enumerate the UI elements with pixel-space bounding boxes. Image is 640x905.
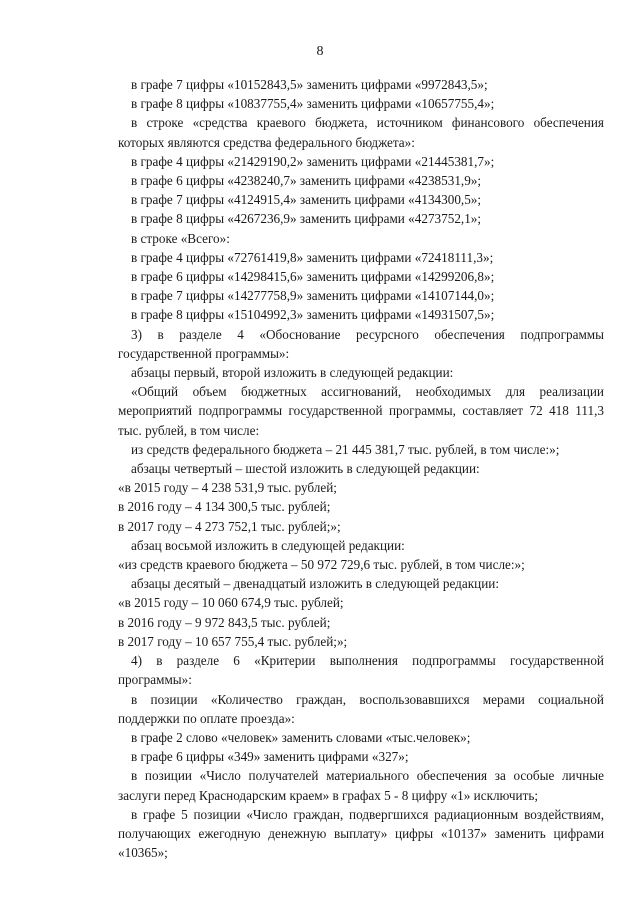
paragraph: в графе 7 цифры «14277758,9» заменить цифрами «14107144,0»;	[131, 288, 495, 304]
paragraph: в графе 7 цифры «10152843,5» заменить цифрами «9972843,5»;	[131, 77, 488, 92]
document-body	[118, 75, 604, 862]
paragraph: абзацы первый, второй изложить в следующей редакции:	[131, 365, 454, 381]
page-number: 8	[316, 44, 324, 59]
paragraph: в строке «средства краевого бюджета, источником финансового обеспечения которых являются средства федерального бюджета»:	[118, 115, 604, 150]
paragraph: «Общий объем бюджетных ассигнований, необходимых для реализации мероприятий подпрограммы государственной программы, составляет 72 418 111,3 тыс. рублей, в том числе:	[118, 384, 604, 438]
paragraph: в графе 6 цифры «14298415,6» заменить цифрами «14299206,8»;	[131, 269, 495, 285]
paragraph: в 2016 году – 4 134 300,5 тыс. рублей;	[118, 499, 331, 515]
paragraph: в 2016 году – 9 972 843,5 тыс. рублей;	[118, 614, 331, 630]
paragraph: в графе 2 слово «человек» заменить словами «тыс.человек»;	[131, 729, 471, 745]
paragraph: абзацы четвертый – шестой изложить в следующей редакции:	[131, 461, 480, 477]
paragraph: в графе 5 позиции «Число граждан, подвергшихся радиационным воздействиям, получающих ежегодную денежную выплату» цифры «10137» заменить цифрами «10365»;	[118, 806, 604, 861]
paragraph: 4) в разделе 6 «Критерии выполнения подпрограммы государственной программы»:	[118, 653, 604, 688]
paragraph: в графе 7 цифры «4124915,4» заменить цифрами «4134300,5»;	[131, 192, 482, 208]
paragraph: абзац восьмой изложить в следующей редакции:	[131, 537, 405, 553]
paragraph: в строке «Всего»:	[131, 230, 230, 246]
paragraph: в позиции «Количество граждан, воспользовавшихся мерами социальной поддержки по оплате проезда»:	[118, 691, 604, 726]
paragraph: в графе 8 цифры «10837755,4» заменить цифрами «10657755,4»;	[131, 96, 495, 112]
paragraph: в графе 4 цифры «21429190,2» заменить цифрами «21445381,7»;	[131, 153, 495, 169]
paragraph: 3) в разделе 4 «Обоснование ресурсного обеспечения подпрограммы государственной программы»:	[118, 326, 604, 361]
paragraph: «в 2015 году – 4 238 531,9 тыс. рублей;	[118, 480, 337, 496]
paragraph: в 2017 году – 4 273 752,1 тыс. рублей;»;	[118, 518, 341, 534]
paragraph: в графе 6 цифры «4238240,7» заменить цифрами «4238531,9»;	[131, 173, 482, 189]
paragraph: абзацы десятый – двенадцатый изложить в следующей редакции:	[131, 576, 499, 592]
paragraph: «в 2015 году – 10 060 674,9 тыс. рублей;	[118, 595, 344, 611]
paragraph: в 2017 году – 10 657 755,4 тыс. рублей;»;	[118, 633, 348, 649]
paragraph: в графе 8 цифры «15104992,3» заменить цифрами «14931507,5»;	[131, 307, 495, 323]
paragraph: в графе 8 цифры «4267236,9» заменить цифрами «4273752,1»;	[131, 211, 482, 227]
paragraph: из средств федерального бюджета – 21 445 381,7 тыс. рублей, в том числе:»;	[131, 441, 560, 457]
paragraph: в позиции «Число получателей материального обеспечения за особые личные заслуги перед Краснодарским краем» в графах 5 - 8 цифру «1» исключить;	[118, 768, 604, 803]
paragraph: в графе 4 цифры «72761419,8» заменить цифрами «72418111,3»;	[131, 249, 494, 265]
paragraph: в графе 6 цифры «349» заменить цифрами «327»;	[131, 749, 409, 765]
paragraph: «из средств краевого бюджета – 50 972 729,6 тыс. рублей, в том числе:»;	[118, 557, 525, 573]
